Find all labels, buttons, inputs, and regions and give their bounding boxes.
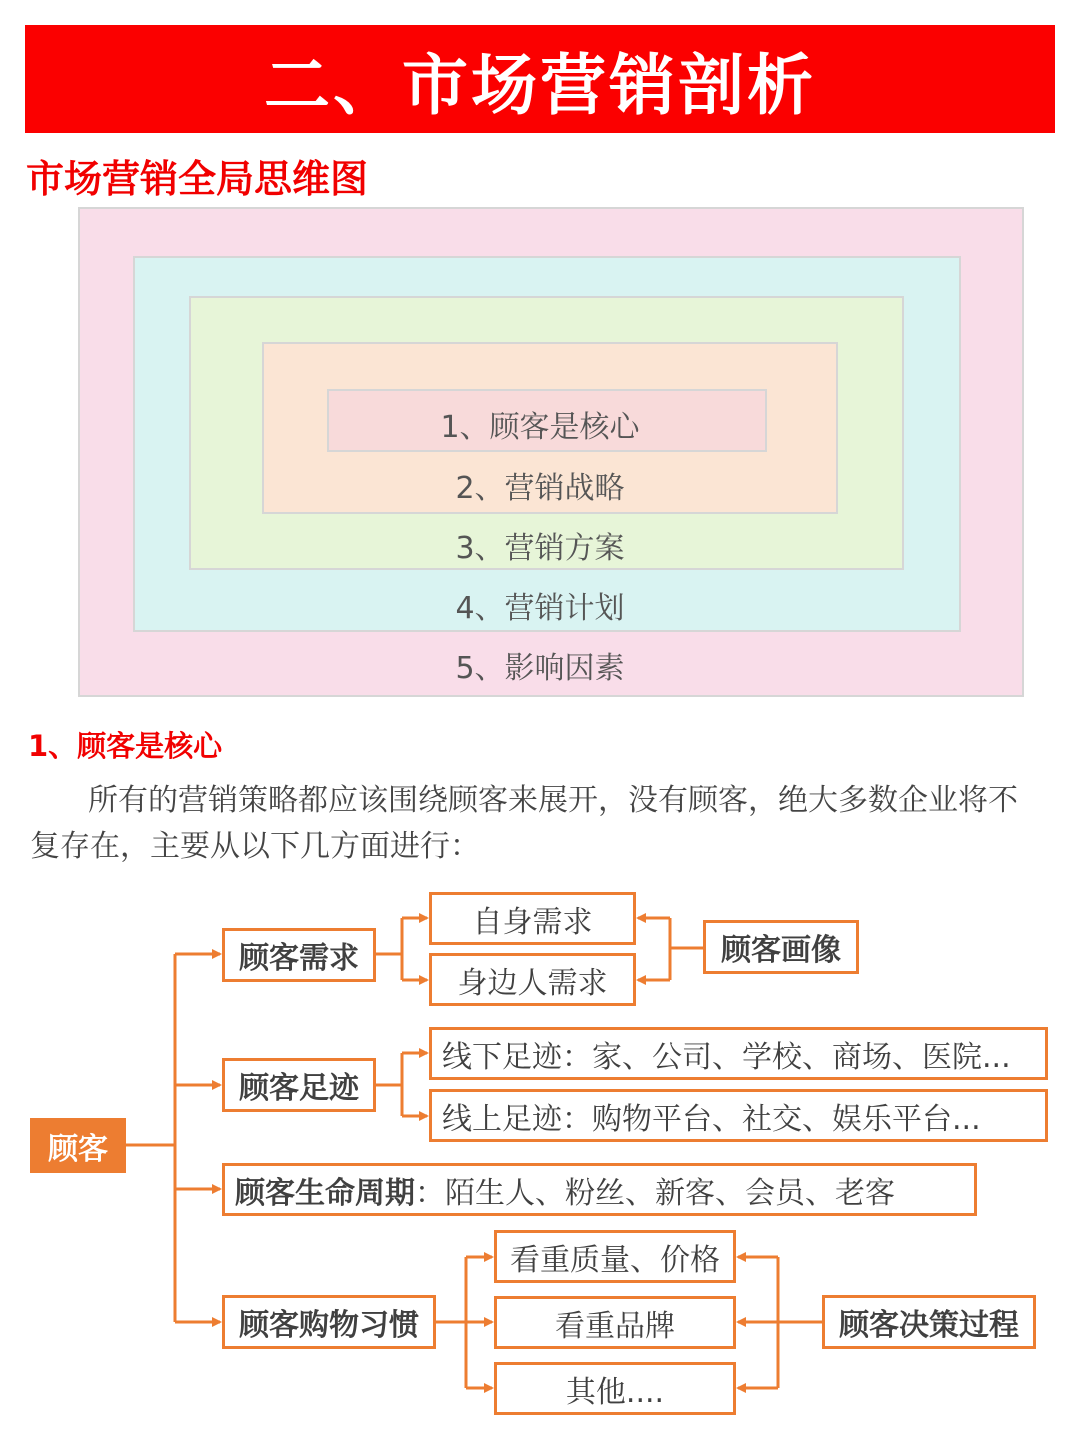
needs-node: 顾客需求 — [222, 928, 376, 982]
lifecycle-stages: ：陌生人、粉丝、新客、会员、老客 — [415, 1175, 895, 1211]
lifecycle-label: 顾客生命周期 — [235, 1175, 415, 1211]
layer-3-label: 3、营销方案 — [455, 531, 625, 566]
online-footprint-node: 线上足迹：购物平台、社交、娱乐平台... — [429, 1089, 1048, 1142]
layer-4-label: 4、营销计划 — [455, 591, 625, 626]
layer-2-label: 2、营销战略 — [455, 471, 625, 506]
other-node: 其他.... — [494, 1362, 736, 1415]
quality-price-node: 看重质量、价格 — [494, 1230, 736, 1283]
layer-1-label: 1、顾客是核心 — [440, 410, 640, 445]
offline-footprint-node: 线下足迹：家、公司、学校、商场、医院... — [429, 1027, 1048, 1080]
subsection-title: 1、顾客是核心 — [28, 729, 223, 763]
section-title: 市场营销全局思维图 — [26, 157, 369, 201]
decision-process-node: 顾客决策过程 — [822, 1295, 1036, 1349]
self-needs-node: 自身需求 — [429, 892, 636, 945]
others-needs-node: 身边人需求 — [429, 953, 636, 1006]
habits-node: 顾客购物习惯 — [222, 1295, 436, 1349]
layer-5-label: 5、影响因素 — [455, 651, 625, 686]
lifecycle-node — [222, 1163, 977, 1216]
root-node: 顾客 — [30, 1118, 126, 1173]
brand-node: 看重品牌 — [494, 1296, 736, 1349]
intro-paragraph: 所有的营销策略都应该围绕顾客来展开，没有顾客，绝大多数企业将不复存在，主要从以下几方面进行： — [30, 783, 1018, 864]
footprint-node: 顾客足迹 — [222, 1058, 376, 1112]
page-title: 二、市场营销剖析 — [264, 46, 816, 124]
customer-portrait-node: 顾客画像 — [703, 920, 859, 974]
